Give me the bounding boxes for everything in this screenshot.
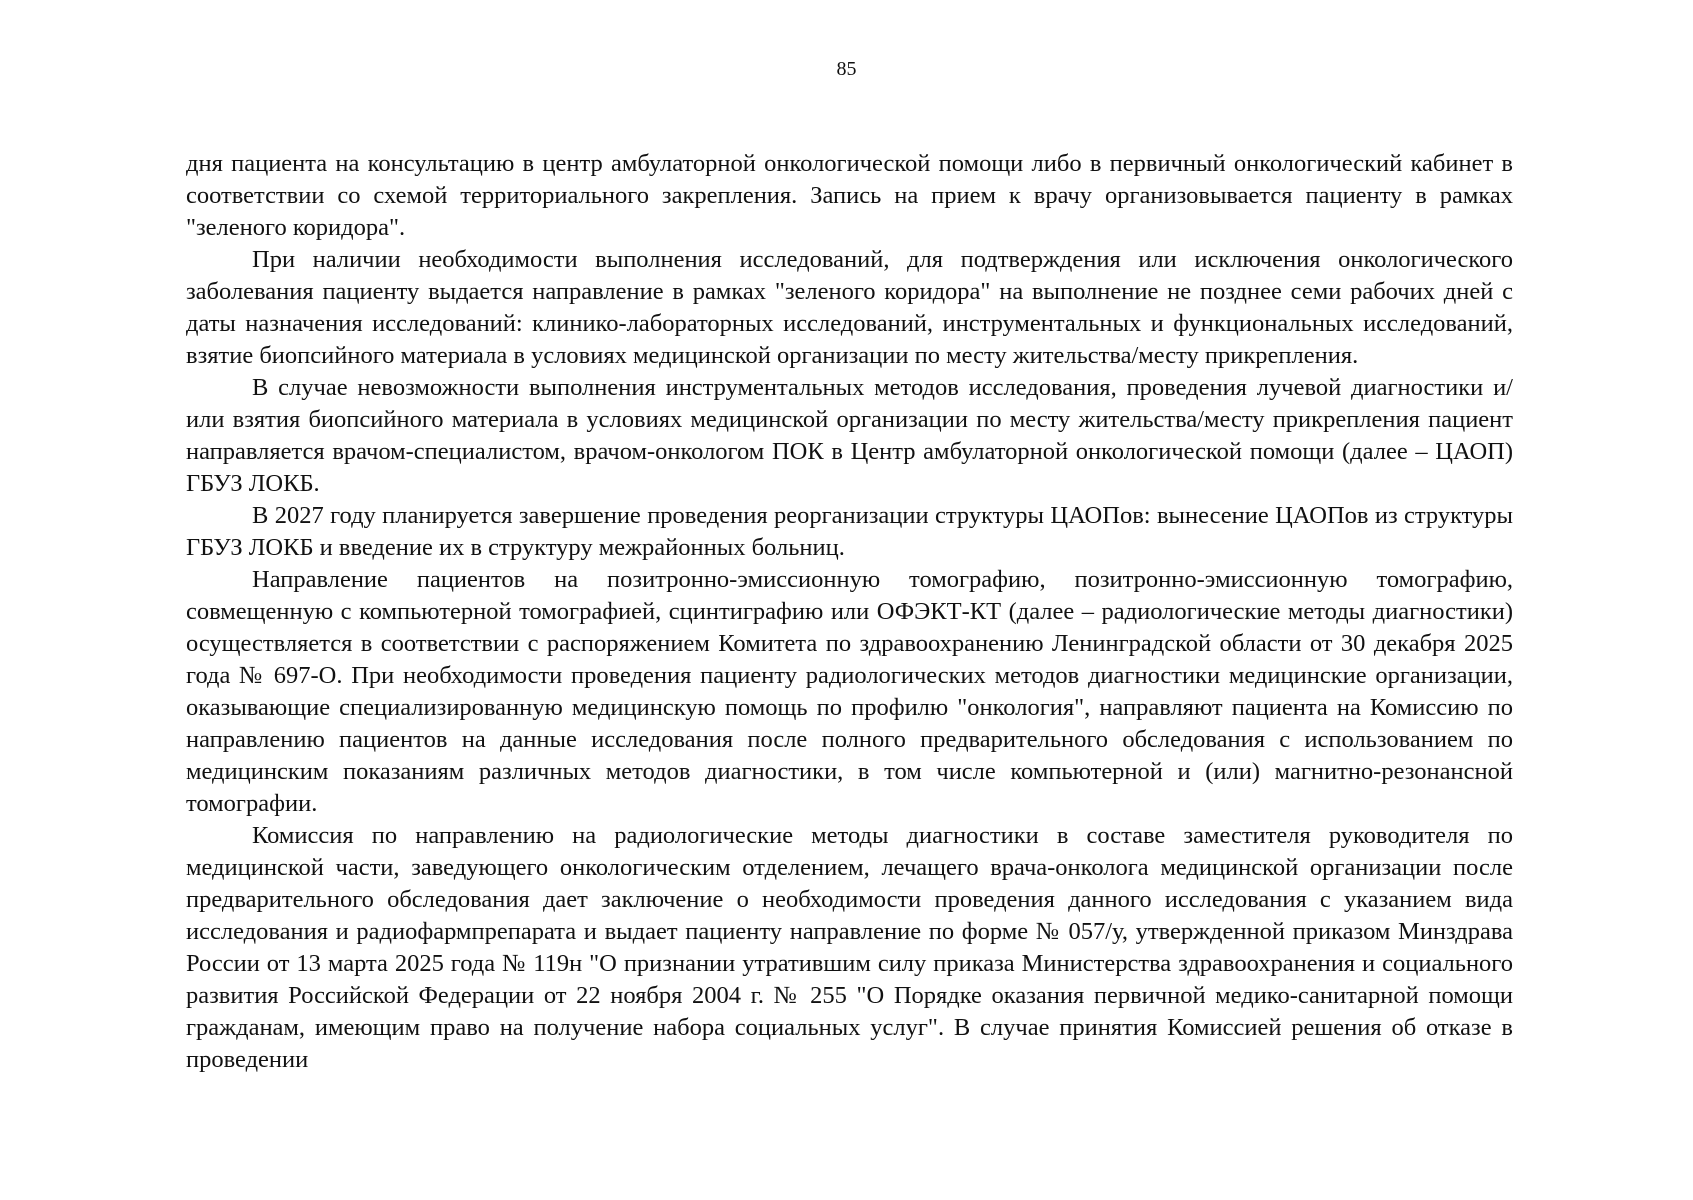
- paragraph-research-referral: При наличии необходимости выполнения исследований, для подтверждения или исключения онкологического заболевания пациенту выдается направление в рамках "зеленого коридора" на выполнение не позднее семи рабочих дней с даты назначения исследований: клинико-лабораторных исследований, инструментальных и функциональных исследований, взятие биопсийного материала в условиях медицинской организации по месту жительства/месту прикрепления.: [186, 246, 1513, 369]
- paragraph-continuation: дня пациента на консультацию в центр амбулаторной онкологической помощи либо в первичный онкологический кабинет в соответствии со схемой территориального закрепления. Запись на прием к врачу организовывается пациенту в рамках "зеленого коридора".: [186, 150, 1513, 241]
- paragraph-radiology-methods: Направление пациентов на позитронно-эмиссионную томографию, позитронно-эмиссионную томографию, совмещенную с компьютерной томографией, сцинтиграфию или ОФЭКТ-КТ (далее – радиологические методы диагностики) осуществляется в соответствии с распоряжением Комитета по здравоохранению Ленинградской области от 30 декабря 2025 года № 697-О. При необходимости проведения пациенту радиологических методов диагностики медицинские организации, оказывающие специализированную медицинскую помощь по профилю "онкология", направляют пациента на Комиссию по направлению пациентов на данные исследования после полного предварительного обследования с использованием по медицинским показаниям различных методов диагностики, в том числе компьютерной и (или) магнитно-резонансной томографии.: [186, 566, 1513, 817]
- paragraph-caop-referral: В случае невозможности выполнения инструментальных методов исследования, проведения лучевой диагностики и/или взятия биопсийного материала в условиях медицинской организации по месту жительства/месту прикрепления пациент направляется врачом-специалистом, врачом-онкологом ПОК в Центр амбулаторной онкологической помощи (далее – ЦАОП) ГБУЗ ЛОКБ.: [186, 374, 1513, 497]
- document-body: [186, 148, 1513, 1076]
- paragraph-commission: Комиссия по направлению на радиологические методы диагностики в составе заместителя руководителя по медицинской части, заведующего онкологическим отделением, лечащего врача-онколога медицинской организации после предварительного обследования дает заключение о необходимости проведения данного исследования с указанием вида исследования и радиофармпрепарата и выдает пациенту направление по форме № 057/у, утвержденной приказом Минздрава России от 13 марта 2025 года № 119н "О признании утратившим силу приказа Министерства здравоохранения и социального развития Российской Федерации от 22 ноября 2004 г. № 255 "О Порядке оказания первичной медико-санитарной помощи гражданам, имеющим право на получение набора социальных услуг". В случае принятия Комиссией решения об отказе в проведении: [186, 822, 1513, 1073]
- page-number: 85: [836, 58, 857, 80]
- paragraph-caop-reorganization: В 2027 году планируется завершение проведения реорганизации структуры ЦАОПов: вынесение ЦАОПов из структуры ГБУЗ ЛОКБ и введение их в структуру межрайонных больниц.: [186, 502, 1513, 561]
